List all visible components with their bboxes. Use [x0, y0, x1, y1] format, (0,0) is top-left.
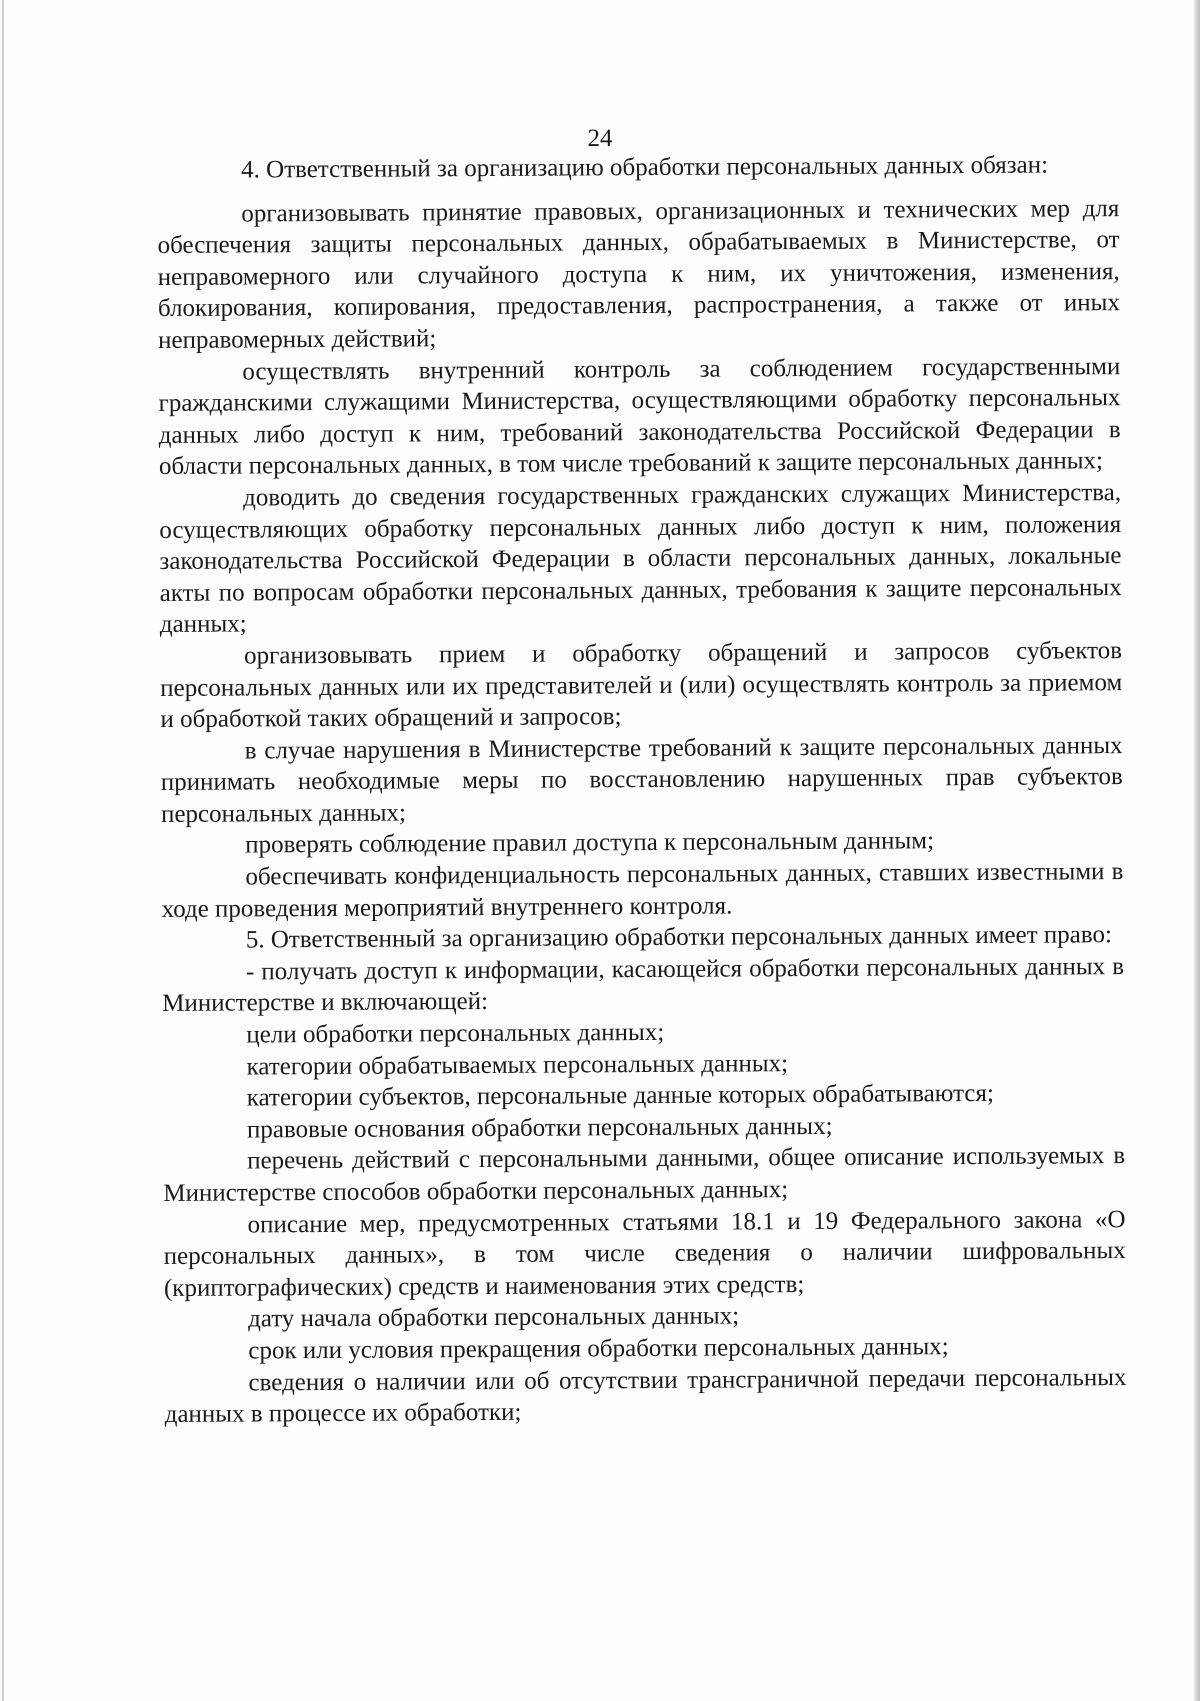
paragraph-access-information: - получать доступ к информации, касающейся обработки персональных данных в Министерстве и включающей: [162, 952, 1125, 1018]
paragraph-processing-goals: цели обработки персональных данных; [246, 1018, 665, 1049]
paragraph-handle-requests: организовывать прием и обработку обращений и запросов субъектов персональных данных или их представителей и (или) осуществлять контроль за приемом и обработкой таких обращений и запросов; [160, 637, 1123, 734]
paragraph-data-categories: категории обрабатываемых персональных данных; [246, 1049, 789, 1081]
page-number: 24 [587, 125, 613, 152]
document-body [157, 149, 1127, 1431]
scan-edge-left [2, 0, 4, 1701]
paragraph-restore-rights: в случае нарушения в Министерстве требований к защите персональных данных принимать необходимые меры по восстановлению нарушенных прав субъектов персональных данных; [160, 731, 1123, 828]
paragraph-start-date: дату начала обработки персональных данных; [248, 1302, 740, 1333]
paragraph-section-5-heading: 5. Ответственный за организацию обработки персональных данных имеет право: [245, 921, 1113, 954]
paragraph-internal-control: осуществлять внутренний контроль за соблюдением государственными гражданскими служащими Министерства, осуществляющими обработку персональных данных либо доступ к ним, требований законодательства Российской Федерации в области персональных данных, в том числе требований к защите персональных данных; [158, 352, 1121, 481]
scan-edge-right [1194, 0, 1200, 1701]
paragraph-ensure-confidentiality: обеспечивать конфиденциальность персональных данных, ставших известными в ходе проведения мероприятий внутреннего контроля. [161, 858, 1124, 923]
paragraph-subject-categories: категории субъектов, персональные данные которых обрабатываются; [246, 1080, 994, 1112]
paragraph-section-4-heading: 4. Ответственный за организацию обработки персональных данных обязан: [241, 151, 1049, 184]
paragraph-check-access-rules: проверять соблюдение правил доступа к персональным данным; [245, 827, 935, 859]
paragraph-termination-terms: срок или условия прекращения обработки персональных данных; [248, 1333, 949, 1365]
paragraph-cross-border-transfer: сведения о наличии или об отсутствии трансграничной передачи персональных данных в процессе их обработки; [164, 1363, 1127, 1429]
paragraph-organize-protection-measures: организовывать принятие правовых, организационных и технических мер для обеспечения защиты персональных данных, обрабатываемых в Министерстве, от неправомерного или случайного доступа к ним, их уничтожения, изменения, блокирования, копирования, предоставления, распространения, а также от иных неправомерных действий; [157, 194, 1121, 354]
paragraph-legal-grounds: правовые основания обработки персональных данных; [246, 1112, 833, 1144]
paragraph-actions-list: перечень действий с персональными данными, общее описание используемых в Министерстве способов обработки персональных данных; [163, 1142, 1126, 1207]
paragraph-measures-description: описание мер, предусмотренных статьями 18.1 и 19 Федерального закона «О персональных данных», в том числе сведения о наличии шифровальных (криптографических) средств и наименования этих средств; [163, 1205, 1126, 1302]
paragraph-inform-employees: доводить до сведения государственных гражданских служащих Министерства, осуществляющих обработку персональных данных либо доступ к ним, положения законодательства Российской Федерации в области персональных данных, локальные акты по вопросам обработки персональных данных, требования к защите персональных данных; [159, 479, 1122, 639]
